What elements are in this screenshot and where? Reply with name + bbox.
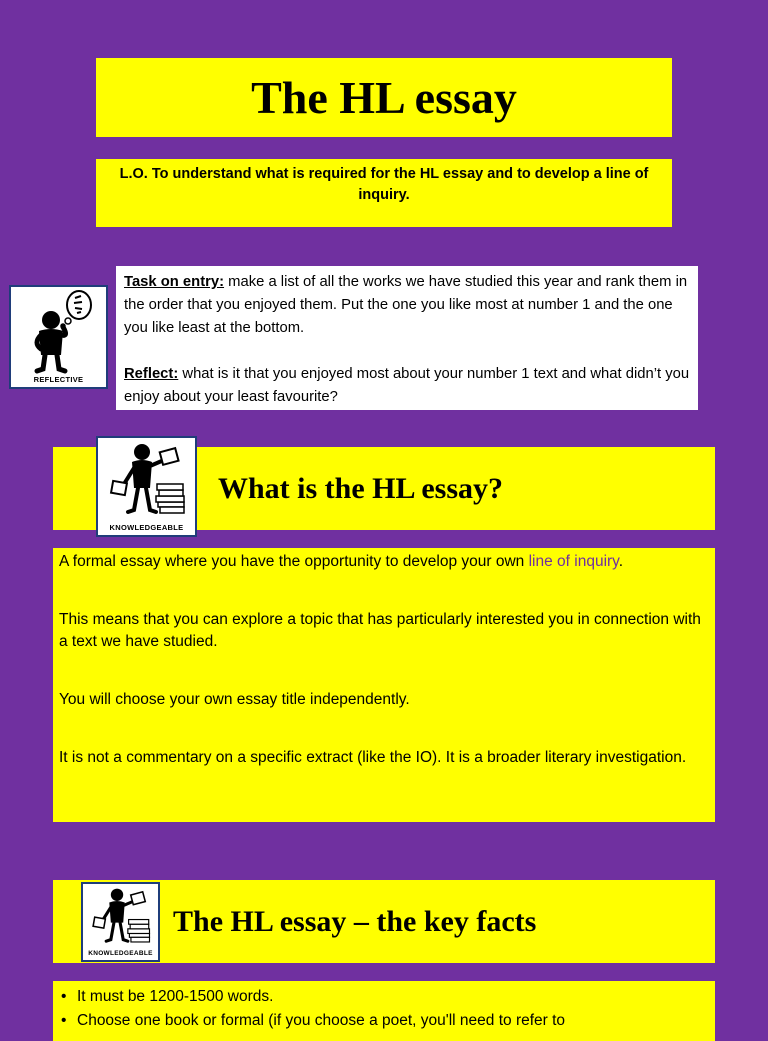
paragraph-1-text: A formal essay where you have the opportunity to develop your own bbox=[59, 553, 529, 570]
key-fact-item: • Choose one book or formal (if you choose a poet, you'll need to refer to bbox=[59, 1009, 709, 1033]
knowledgeable-badge-2 bbox=[81, 882, 160, 962]
knowledgeable-badge bbox=[96, 436, 197, 537]
reflect-label: Reflect: bbox=[124, 366, 179, 382]
title-banner bbox=[96, 58, 672, 137]
task-entry-text: make a list of all the works we have studied this year and rank them in the order that you enjoyed them. Put the one you like most at number 1 and the one you like least at the bottom. bbox=[124, 274, 688, 336]
reflect-text: what is it that you enjoyed most about your number 1 text and what didn’t you enjoy about your least favourite? bbox=[124, 366, 690, 405]
paragraph-essay-title: You will choose your own essay title independently. bbox=[59, 691, 410, 708]
section-title-key-facts: The HL essay – the key facts bbox=[173, 904, 537, 938]
key-facts-list bbox=[59, 985, 709, 1033]
reflective-badge-caption: REFLECTIVE bbox=[33, 375, 84, 384]
thinking-person-icon bbox=[11, 289, 106, 375]
task-box bbox=[116, 266, 698, 410]
section-title-what-is: What is the HL essay? bbox=[218, 471, 504, 505]
page-title: The HL essay bbox=[251, 72, 517, 123]
key-facts-box bbox=[53, 981, 715, 1041]
paragraph-not-commentary: It is not a commentary on a specific extract (like the IO). It is a broader literary investigation. bbox=[59, 749, 687, 766]
paragraph-1-end: . bbox=[618, 553, 624, 570]
reading-person-with-books-icon bbox=[98, 440, 195, 524]
knowledgeable-badge-2-caption: KNOWLEDGEABLE bbox=[88, 950, 153, 957]
task-entry-paragraph bbox=[124, 271, 690, 340]
reading-person-with-books-icon-2 bbox=[83, 885, 158, 951]
paragraph-explore-topic: This means that you can explore a topic that has particularly interested you in connection with a text we have studied. bbox=[59, 611, 701, 650]
learning-objective-text: L.O. To understand what is required for the HL essay and to develop a line of inquiry. bbox=[119, 166, 649, 203]
reflect-paragraph bbox=[124, 363, 690, 409]
reflective-badge bbox=[9, 285, 108, 389]
task-entry-label: Task on entry: bbox=[124, 274, 225, 290]
learning-objective-box bbox=[96, 159, 672, 227]
key-fact-item: • It must be 1200-1500 words. bbox=[59, 985, 709, 1009]
line-of-inquiry-highlight: line of inquiry bbox=[528, 553, 619, 570]
hl-essay-description-box bbox=[53, 548, 715, 822]
knowledgeable-badge-caption: KNOWLEDGEABLE bbox=[109, 523, 184, 532]
paragraph-line-of-inquiry bbox=[59, 551, 709, 573]
